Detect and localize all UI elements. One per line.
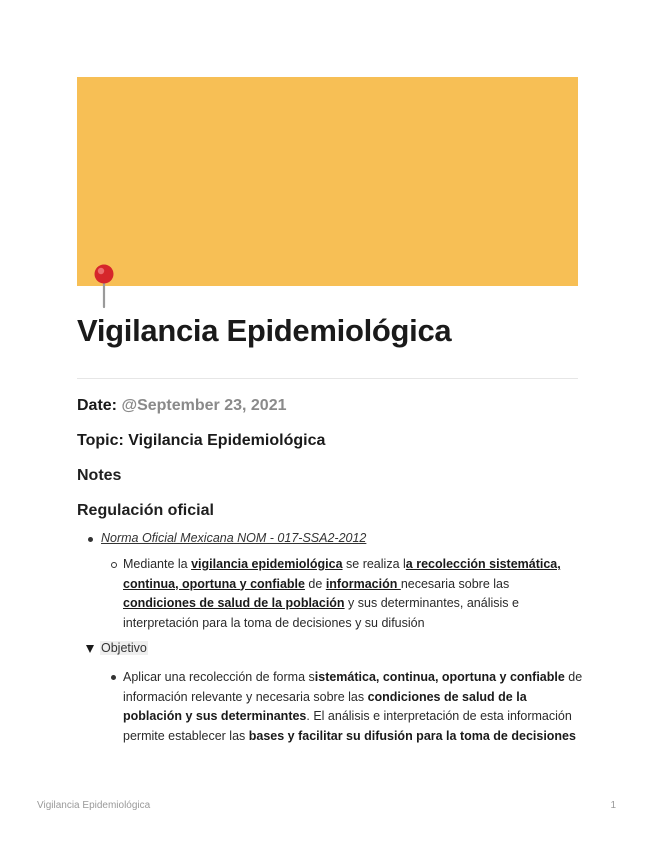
footer-title: Vigilancia Epidemiológica (37, 800, 151, 811)
pushpin-icon (92, 263, 118, 309)
norma-link[interactable]: Norma Oficial Mexicana NOM - 017-SSA2-2012 (101, 531, 367, 545)
date-value[interactable]: @September 23, 2021 (121, 397, 287, 414)
toggle-triangle-icon[interactable] (86, 645, 94, 653)
cover-image (77, 77, 578, 286)
footer-page-number: 1 (610, 800, 616, 811)
bullet-disc-icon (88, 537, 93, 542)
objetivo-paragraph: Aplicar una recolección de forma sistemática, continua, oportuna y confiable de información relevante y necesaria sobre las condiciones de salud de la población y sus determinantes. El análisis e interpretación de esta información permite establecer las bases y facilitar su difusión para la toma de decisiones (123, 670, 583, 743)
topic-label: Topic: (77, 432, 124, 449)
bullet-circle-icon (111, 562, 117, 568)
date-label: Date: (77, 397, 118, 414)
page-title: Vigilancia Epidemiológica (77, 313, 452, 348)
definition-paragraph: Mediante la vigilancia epidemiológica se realiza la recolección sistemática, continua, oportuna y confiable de información necesaria sobre las condiciones de salud de la población y sus determinantes, análisis e interpretación para la toma de decisiones y su difusión (123, 557, 561, 630)
topic-property (77, 432, 325, 450)
notes-heading: Notes (77, 467, 122, 484)
topic-value: Vigilancia Epidemiológica (128, 432, 326, 449)
title-divider (77, 378, 578, 379)
toggle-objetivo[interactable]: Objetivo (101, 641, 147, 655)
bullet-disc-icon (111, 675, 116, 680)
date-property (77, 397, 287, 415)
regulacion-heading: Regulación oficial (77, 502, 214, 519)
